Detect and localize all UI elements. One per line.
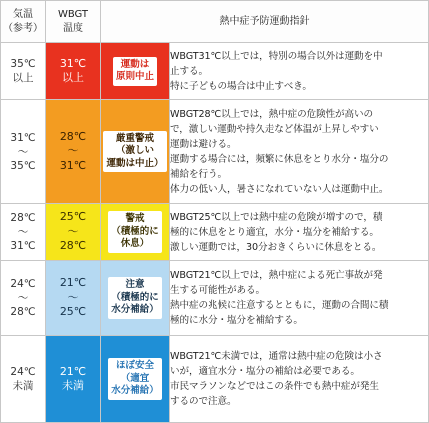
header-air-temp: 気温 （参考） bbox=[1, 1, 46, 43]
category-cell bbox=[101, 336, 170, 423]
category-badge: 注意 （積極的に 水分補給） bbox=[108, 277, 162, 319]
category-cell bbox=[101, 100, 170, 204]
wbgt-cell: 21℃ 〜 25℃ bbox=[46, 261, 101, 336]
table-row bbox=[1, 43, 429, 100]
category-badge: ほぼ安全 （適宜 水分補給） bbox=[108, 358, 162, 400]
category-cell bbox=[101, 204, 170, 261]
guideline-description: WBGT25℃以上では熱中症の危険が増すので，積 極的に休息をとり適宜，水分・塩分を補給する。 激しい運動では，30分おきくらいに休息をとる。 bbox=[170, 204, 429, 261]
guideline-description: WBGT28℃以上では，熱中症の危険性が高いの で，激しい運動や持久走など体温が上昇しやすい 運動は避ける。 運動する場合には，頻繁に休息をとり水分・塩分の 補給を行う。 体力の低い人，暑さになれていない人は運動中止。 bbox=[170, 100, 429, 204]
table-row bbox=[1, 261, 429, 336]
table-row bbox=[1, 204, 429, 261]
air-temp-cell: 24℃ 未満 bbox=[1, 336, 46, 423]
wbgt-cell: 31℃ 以上 bbox=[46, 43, 101, 100]
wbgt-cell: 21℃ 未満 bbox=[46, 336, 101, 423]
guideline-description: WBGT21℃以上では，熱中症による死亡事故が発 生する可能性がある。 熱中症の兆候に注意するとともに，運動の合間に積 極的に水分・塩分を補給する。 bbox=[170, 261, 429, 336]
header-wbgt: WBGT 温度 bbox=[46, 1, 101, 43]
table-row bbox=[1, 100, 429, 204]
header-row bbox=[1, 1, 429, 43]
category-cell bbox=[101, 43, 170, 100]
wbgt-cell: 28℃ 〜 31℃ bbox=[46, 100, 101, 204]
air-temp-cell: 31℃ 〜 35℃ bbox=[1, 100, 46, 204]
category-badge: 厳重警戒 （激しい 運動は中止） bbox=[103, 131, 166, 173]
header-guide: 熱中症予防運動指針 bbox=[101, 1, 429, 43]
category-cell bbox=[101, 261, 170, 336]
air-temp-cell: 24℃ 〜 28℃ bbox=[1, 261, 46, 336]
category-badge: 運動は 原則中止 bbox=[113, 57, 157, 86]
guideline-description: WBGT21℃未満では，通常は熱中症の危険は小さ いが，適宜水分・塩分の補給は必要である。 市民マラソンなどではこの条件でも熱中症が発生 するので注意。 bbox=[170, 336, 429, 423]
wbgt-cell: 25℃ 〜 28℃ bbox=[46, 204, 101, 261]
guideline-description: WBGT31℃以上では，特別の場合以外は運動を中 止する。 特に子どもの場合は中止すべき。 bbox=[170, 43, 429, 100]
air-temp-cell: 28℃ 〜 31℃ bbox=[1, 204, 46, 261]
category-badge: 警戒 （積極的に 休息） bbox=[108, 211, 162, 253]
air-temp-cell: 35℃ 以上 bbox=[1, 43, 46, 100]
table-row bbox=[1, 336, 429, 423]
